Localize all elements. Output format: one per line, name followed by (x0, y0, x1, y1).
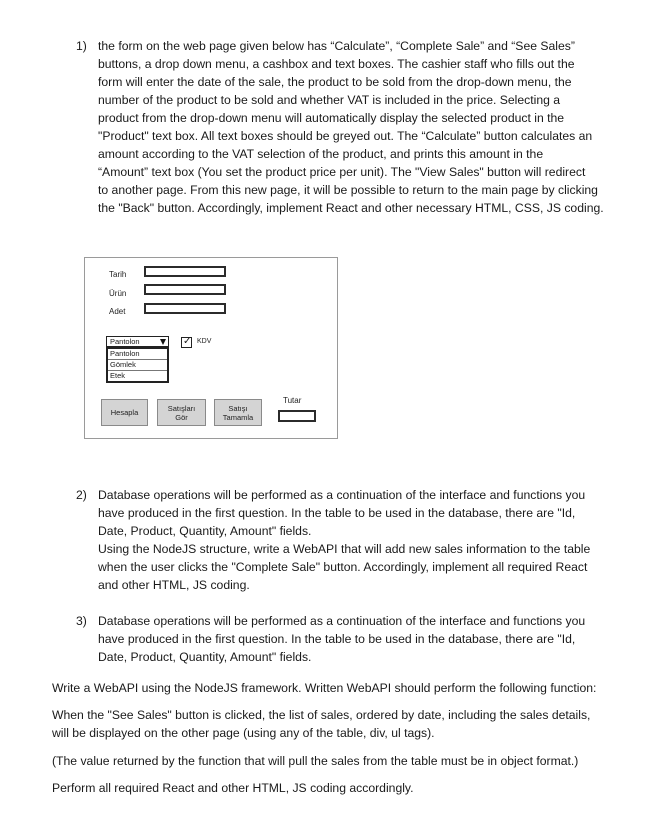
complete-sale-button-label: Tamamla (222, 412, 254, 422)
q3-line: Database operations will be performed as a continuation of the interface and functions you (98, 614, 586, 628)
calculate-button-label: Hesapla (110, 408, 139, 417)
function-paragraph (52, 706, 632, 742)
q1-line: form will enter the date of the sale, the product to be sold from the drop-down menu, the (98, 75, 572, 89)
dropdown-option[interactable]: Etek (110, 371, 126, 380)
function-line: will be displayed on the other page (using any of the table, div, ul tags). (52, 726, 435, 740)
product-label: Ürün (109, 289, 127, 298)
quantity-label: Adet (109, 307, 126, 316)
question-1-number: 1) (76, 39, 87, 53)
vat-label: KDV (197, 338, 212, 345)
view-sales-button[interactable] (157, 399, 206, 426)
q1-line: "Product" text box. All text boxes should be greyed out. The “Calculate” button calculates an (98, 129, 593, 143)
question-3-number: 3) (76, 614, 87, 628)
question-1 (76, 37, 636, 217)
quantity-textbox[interactable] (144, 303, 226, 314)
q2-line: Database operations will be performed as a continuation of the interface and functions you (98, 488, 586, 502)
view-sales-button-label: Satışları (167, 403, 196, 413)
dropdown-option[interactable]: Gömlek (108, 360, 167, 371)
dropdown-selected[interactable] (106, 336, 169, 347)
product-dropdown[interactable] (106, 336, 169, 381)
q3-line: Date, Product, Quantity, Amount" fields. (98, 650, 312, 664)
q2-line: Using the NodeJS structure, write a WebAPI that will add new sales information to the table (98, 542, 591, 556)
date-textbox[interactable] (144, 266, 226, 277)
q1-line: number of the product to be sold and whether VAT is included in the price. Selecting a (98, 93, 561, 107)
q2-line: when the user clicks the "Complete Sale" button. Accordingly, implement all required React (98, 560, 588, 574)
dropdown-options (106, 347, 169, 383)
sales-form-mockup (84, 257, 338, 439)
q1-line: the "Back" button. Accordingly, implement React and other necessary HTML, CSS, JS coding. (98, 201, 604, 215)
date-label: Tarih (109, 270, 127, 279)
question-3-text (98, 612, 585, 666)
question-1-text (98, 37, 604, 217)
dropdown-arrow-icon[interactable] (160, 339, 166, 345)
question-3 (76, 612, 636, 668)
q1-line: “Amount” text box (You set the product price per unit). The "View Sales" button will redirect (98, 165, 586, 179)
calculate-button[interactable] (101, 399, 148, 426)
perform-paragraph: Perform all required React and other HTML, JS coding accordingly. (52, 781, 414, 795)
q2-line: have produced in the first question. In the table to be used in the database, there are "Id, (98, 506, 576, 520)
q1-line: the form on the web page given below has “Calculate”, “Complete Sale” and “See Sales” (98, 39, 575, 53)
q2-line: Date, Product, Quantity, Amount" fields. (98, 524, 312, 538)
question-2-number: 2) (76, 488, 87, 502)
dropdown-option[interactable]: Pantolon (108, 349, 167, 360)
question-2-text (98, 486, 590, 594)
complete-sale-button[interactable] (214, 399, 262, 426)
object-format-paragraph: (The value returned by the function that will pull the sales from the table must be in object format.) (52, 754, 579, 768)
product-textbox[interactable] (144, 284, 226, 295)
q2-line: and other HTML, JS coding. (98, 578, 250, 592)
q1-line: to another page. From this new page, it will be possible to return to the main page by clicking (98, 183, 598, 197)
dropdown-selected-value: Pantolon (110, 337, 140, 346)
q1-line: buttons, a drop down menu, a cashbox and text boxes. The cashier staff who fills out the (98, 57, 575, 71)
vat-checkbox[interactable] (181, 337, 192, 348)
function-line: When the "See Sales" button is clicked, the list of sales, ordered by date, including the sales details, (52, 708, 591, 722)
q1-line: product from the drop-down menu will automatically display the selected product in the (98, 111, 565, 125)
amount-label: Tutar (283, 396, 302, 405)
q1-line: amount according to the VAT selection of the product, and prints this amount in the (98, 147, 544, 161)
complete-sale-button-label: Satışı (228, 403, 248, 413)
view-sales-button-label: Gör (175, 412, 188, 422)
amount-textbox[interactable] (278, 410, 316, 422)
checkmark-icon: ✓ (183, 336, 192, 347)
q3-line: have produced in the first question. In the table to be used in the database, there are "Id, (98, 632, 576, 646)
webapi-paragraph: Write a WebAPI using the NodeJS framework. Written WebAPI should perform the following function: (52, 681, 597, 695)
question-2 (76, 486, 636, 596)
